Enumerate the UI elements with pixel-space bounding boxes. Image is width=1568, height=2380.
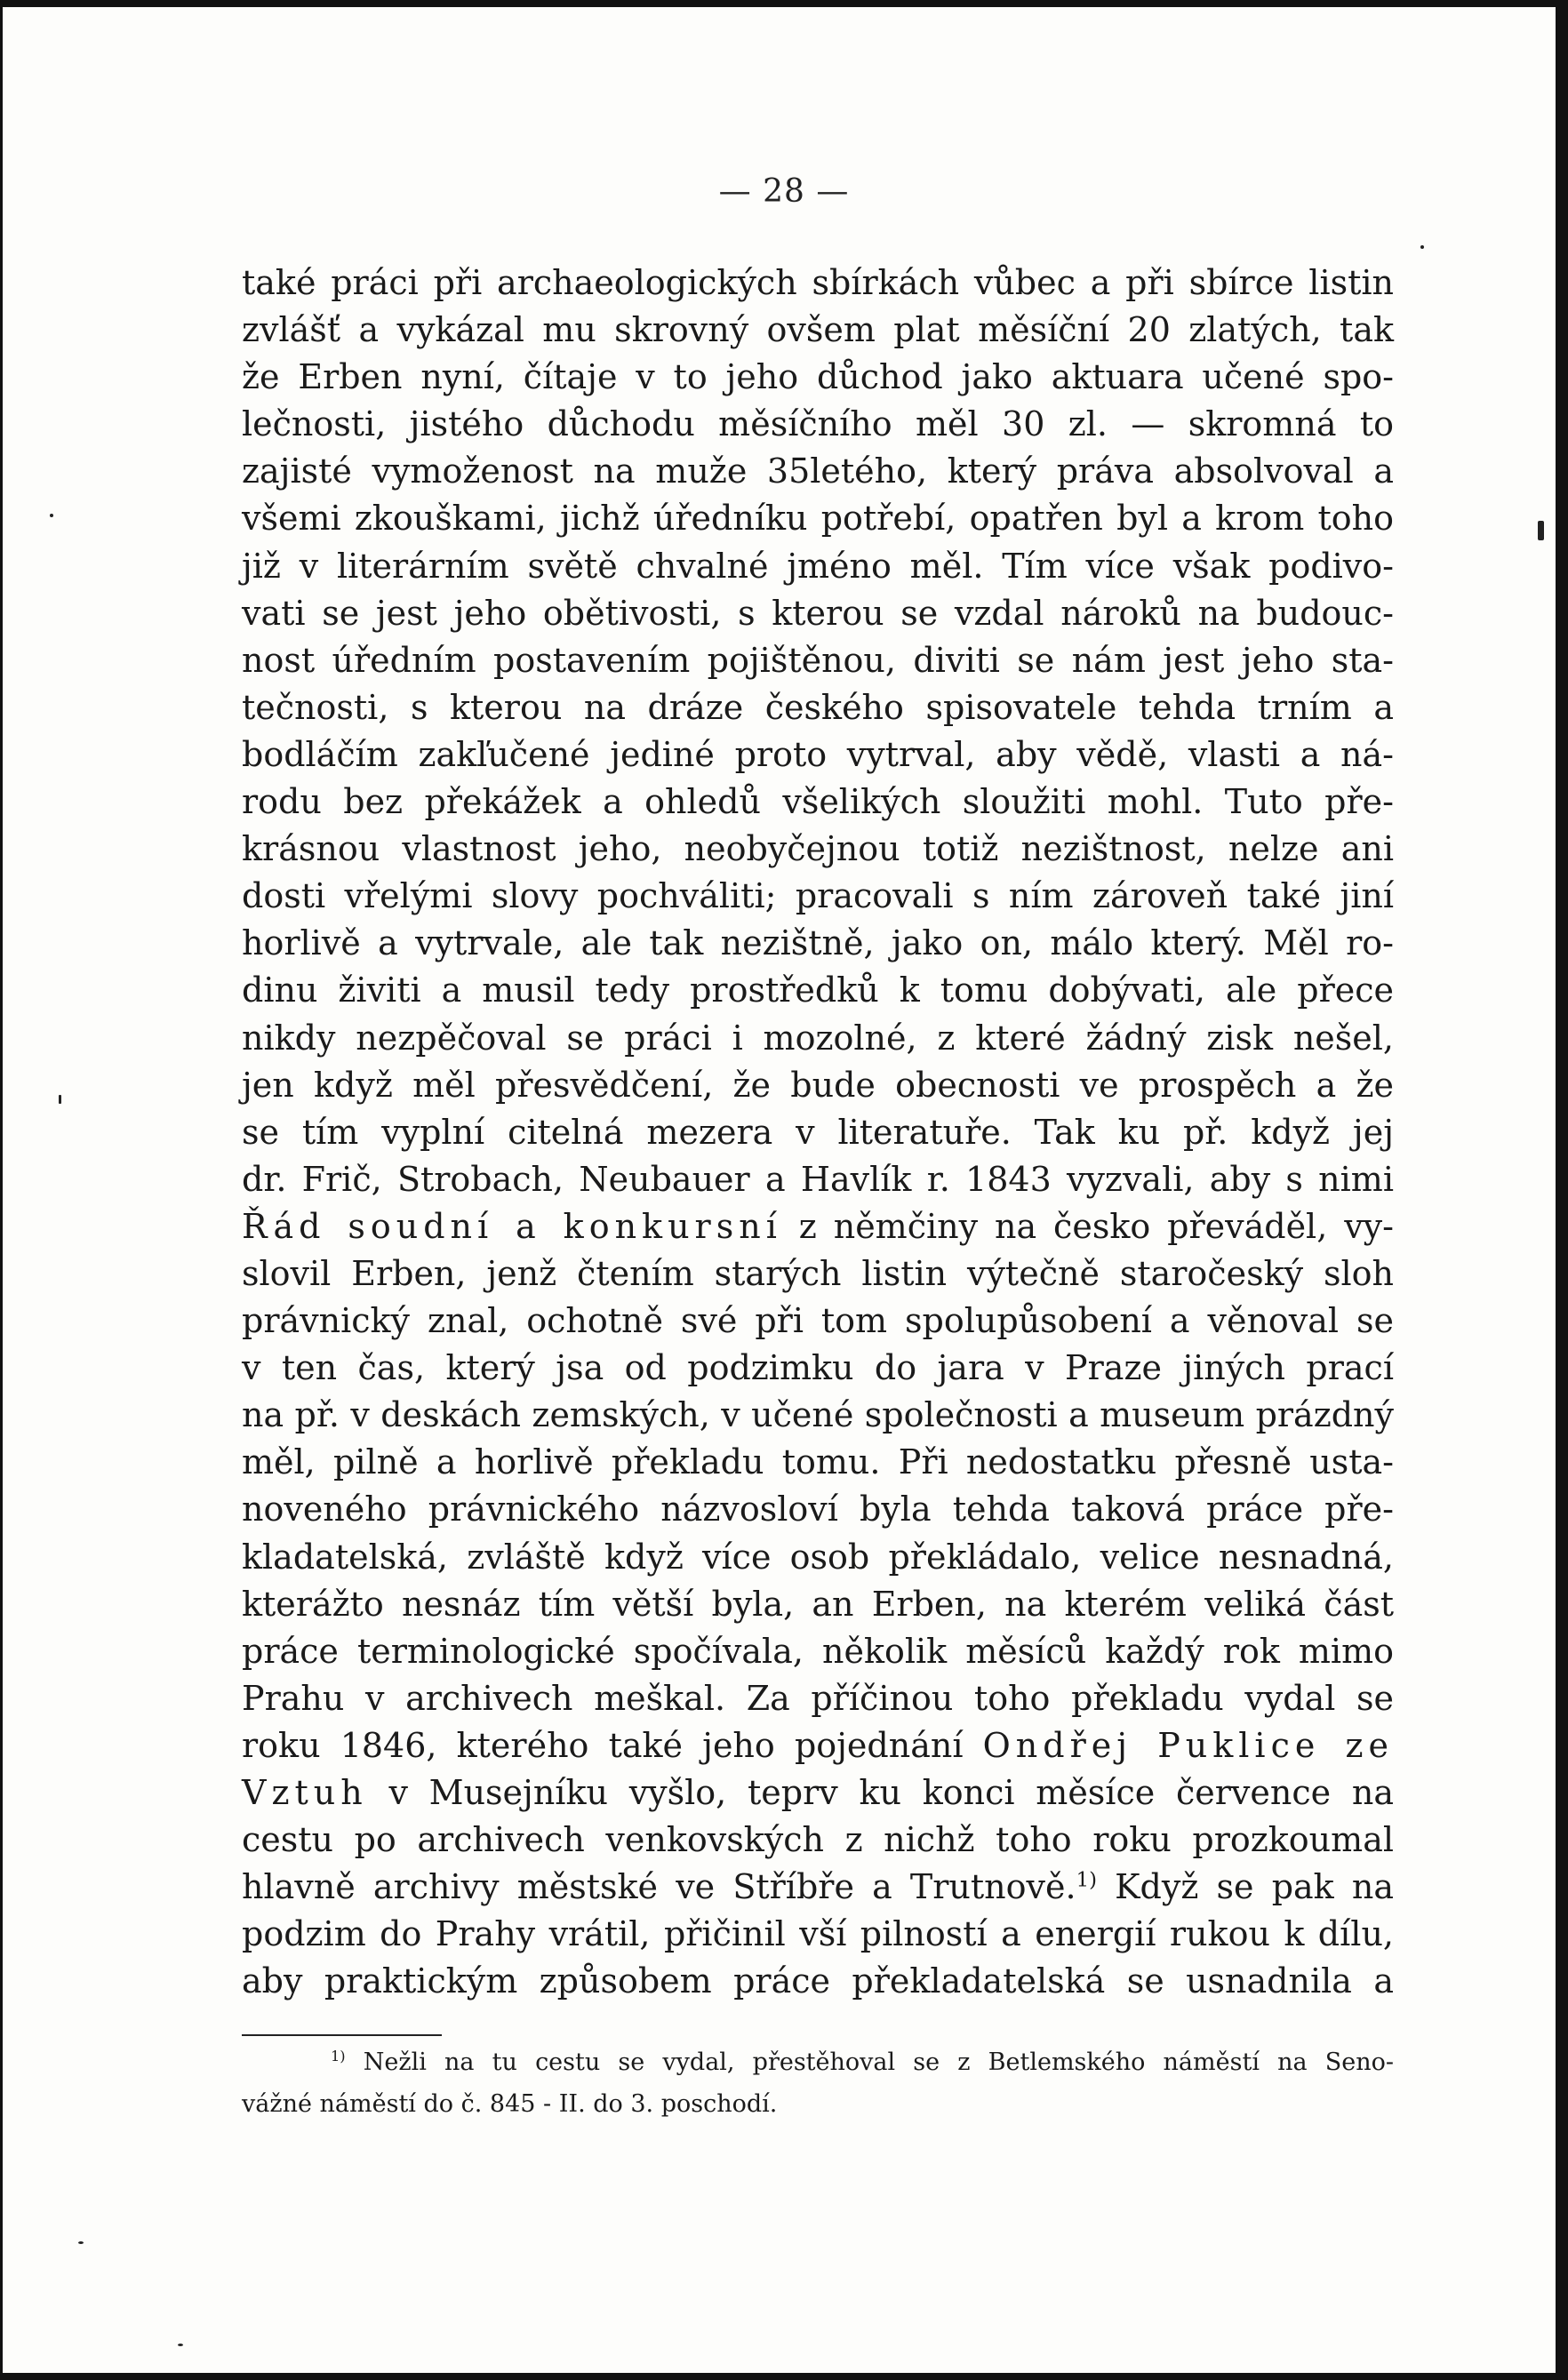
text-line: slovil Erben, jenž čtením starých listin výtečně staročeský sloh bbox=[242, 1253, 1394, 1293]
page-number: — 28 — bbox=[718, 173, 850, 210]
text-line: krásnou vlastnost jeho, neobyčejnou totiž nezištnost, nelze ani bbox=[242, 829, 1394, 869]
text-line: v ten čas, který jsa od podzimku do jara v Praze jiných prací bbox=[242, 1348, 1394, 1388]
text-line-with-footnote-ref bbox=[242, 1864, 1394, 1911]
text-line: na př. v deskách zemských, v učené společnosti a museum prázdný bbox=[242, 1395, 1394, 1435]
text-line: vati se jest jeho obětivosti, s kterou se vzdal nároků na budouc- bbox=[242, 593, 1394, 633]
text-line: práce terminologické spočívala, několik měsíců každý rok mimo bbox=[242, 1631, 1394, 1671]
text-line: lečnosti, jistého důchodu měsíčního měl 30 zl. — skromná to bbox=[242, 404, 1394, 444]
body-text bbox=[242, 260, 1394, 2005]
text-line: nost úředním postavením pojištěnou, diviti se nám jest jeho sta- bbox=[242, 640, 1394, 680]
footnote-line: vážné náměstí do č. 845 - II. do 3. poschodí. bbox=[242, 2090, 778, 2118]
scan-speck bbox=[1420, 245, 1424, 249]
footnote-ref[interactable]: 1) bbox=[1076, 1868, 1097, 1892]
text-line: horlivě a vytrvale, ale tak nezištně, jako on, málo který. Měl ro- bbox=[242, 923, 1394, 963]
text-line: cestu po archivech venkovských z nichž toho roku prozkoumal bbox=[242, 1820, 1394, 1860]
text-line: dosti vřelými slovy pochváliti; pracovali s ním zároveň také jiní bbox=[242, 876, 1394, 916]
text-line: zvlášť a vykázal mu skrovný ovšem plat měsíční 20 zlatých, tak bbox=[242, 310, 1394, 350]
scan-speck bbox=[59, 1095, 61, 1104]
spaced-title: Ondřej Puklice ze bbox=[982, 1725, 1395, 1765]
scan-speck bbox=[1538, 521, 1544, 540]
line-rest: z němčiny na česko převáděl, vy- bbox=[781, 1206, 1394, 1246]
text-line: zajisté vymoženost na muže 35letého, který práva absolvoval a bbox=[242, 451, 1394, 491]
spaced-title: Vztuh bbox=[242, 1773, 368, 1812]
text-line: tečnosti, s kterou na dráze českého spisovatele tehda trním a bbox=[242, 687, 1394, 727]
footnote-rule bbox=[242, 2034, 442, 2036]
text-line: jen když měl přesvědčení, že bude obecnosti ve prospěch a že bbox=[242, 1065, 1394, 1105]
scan-speck bbox=[50, 514, 53, 517]
footnote-text: Nežli na tu cestu se vydal, přestěhoval se z Betlemského náměstí na Seno- bbox=[345, 2049, 1394, 2076]
text-line: podzim do Prahy vrátil, přičinil vší pilností a energií rukou k dílu, bbox=[242, 1914, 1394, 1954]
text-line-spaced bbox=[242, 1722, 1394, 1769]
spaced-title: Řád soudní a konkursní bbox=[242, 1206, 782, 1246]
text-line: noveného právnického názvosloví byla tehda taková práce pře- bbox=[242, 1489, 1394, 1529]
text-line: právnický znal, ochotně své při tom spolupůsobení a věnoval se bbox=[242, 1301, 1394, 1341]
text-line: kladatelská, zvláště když více osob překládalo, velice nesnadná, bbox=[242, 1537, 1394, 1577]
text-line: dr. Frič, Strobach, Neubauer a Havlík r. 1843 vyzvali, aby s nimi bbox=[242, 1159, 1394, 1199]
line-pre: hlavně archivy městské ve Stříbře a Trutnově. bbox=[242, 1867, 1076, 1907]
text-line: aby praktickým způsobem práce překladatelská se usnadnila a bbox=[242, 1961, 1394, 2001]
scan-speck bbox=[78, 2241, 84, 2244]
text-line-spaced bbox=[242, 1203, 1394, 1250]
line-rest: v Musejníku vyšlo, teprv ku konci měsíce července na bbox=[367, 1773, 1394, 1812]
text-line: se tím vyplní citelná mezera v literatuře. Tak ku př. když jej bbox=[242, 1112, 1394, 1152]
text-line: také práci při archaeologických sbírkách vůbec a při sbírce listin bbox=[242, 263, 1394, 302]
scan-speck bbox=[178, 2344, 183, 2346]
text-line: rodu bez překážek a ohledů všelikých sloužiti mohl. Tuto pře- bbox=[242, 782, 1394, 822]
text-line: že Erben nyní, čítaje v to jeho důchod jako aktuara učené spo- bbox=[242, 357, 1394, 397]
footnote-line bbox=[242, 2041, 1394, 2083]
text-line-spaced bbox=[242, 1769, 1394, 1817]
text-line: již v literárním světě chvalné jméno měl. Tím více však podivo- bbox=[242, 546, 1394, 586]
footnote bbox=[242, 2041, 1394, 2125]
text-line: měl, pilně a horlivě překladu tomu. Při nedostatku přesně usta- bbox=[242, 1442, 1394, 1482]
footnote-marker: 1) bbox=[331, 2048, 346, 2065]
text-line: kterážto nesnáz tím větší byla, an Erben, na kterém veliká část bbox=[242, 1584, 1394, 1624]
text-line: dinu živiti a musil tedy prostředků k tomu dobývati, ale přece bbox=[242, 970, 1394, 1010]
text-line: bodláčím zakľučené jediné proto vytrval, aby vědě, vlasti a ná- bbox=[242, 734, 1394, 774]
text-line: všemi zkouškami, jichž úředníku potřebí, opatřen byl a krom toho bbox=[242, 499, 1394, 539]
line-pre: roku 1846, kterého také jeho pojednání bbox=[242, 1725, 983, 1765]
text-line: Prahu v archivech meškal. Za příčinou toho překladu vydal se bbox=[242, 1678, 1394, 1718]
line-rest: Když se pak na bbox=[1096, 1867, 1394, 1907]
text-line: nikdy nezpěčoval se práci i mozolné, z které žádný zisk nešel, bbox=[242, 1018, 1394, 1058]
